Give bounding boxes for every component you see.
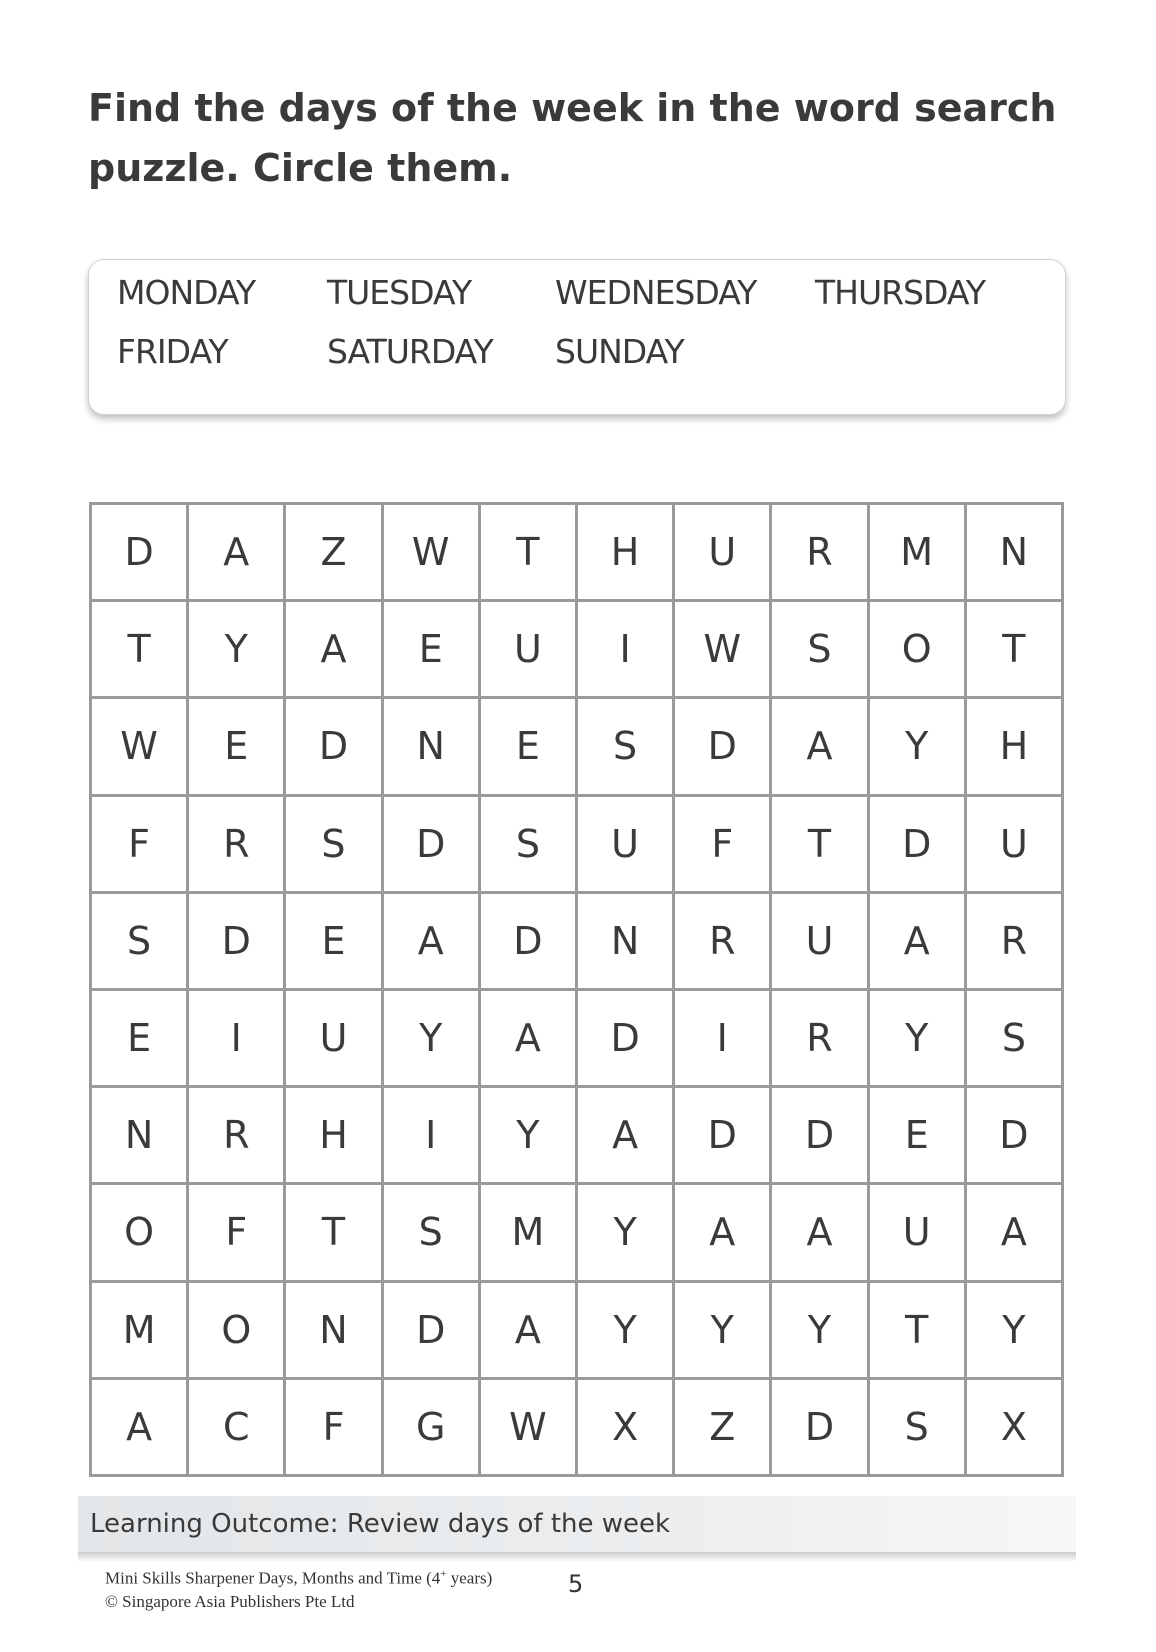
book-title-text: Mini Skills Sharpener Days, Months and Time (4: [105, 1568, 441, 1588]
grid-cell[interactable]: E: [384, 602, 481, 699]
grid-cell[interactable]: U: [967, 797, 1064, 894]
grid-cell[interactable]: Y: [578, 1185, 675, 1282]
grid-cell[interactable]: C: [189, 1380, 286, 1477]
grid-cell[interactable]: N: [967, 505, 1064, 602]
grid-cell[interactable]: S: [384, 1185, 481, 1282]
instruction-heading: [88, 78, 1068, 198]
grid-cell[interactable]: X: [578, 1380, 675, 1477]
grid-cell[interactable]: Y: [384, 991, 481, 1088]
grid-cell[interactable]: S: [286, 797, 383, 894]
grid-cell[interactable]: W: [384, 505, 481, 602]
grid-cell[interactable]: M: [481, 1185, 578, 1282]
grid-cell[interactable]: D: [384, 797, 481, 894]
grid-cell[interactable]: I: [675, 991, 772, 1088]
learning-outcome-shadow: [78, 1552, 1076, 1562]
grid-cell[interactable]: S: [481, 797, 578, 894]
grid-cell[interactable]: A: [578, 1088, 675, 1185]
grid-cell[interactable]: A: [189, 505, 286, 602]
word-tuesday: TUESDAY: [327, 273, 472, 312]
grid-cell[interactable]: A: [675, 1185, 772, 1282]
grid-cell[interactable]: T: [481, 505, 578, 602]
grid-cell[interactable]: D: [870, 797, 967, 894]
word-wednesday: WEDNESDAY: [555, 273, 757, 312]
grid-cell[interactable]: E: [286, 894, 383, 991]
grid-cell[interactable]: X: [967, 1380, 1064, 1477]
grid-cell[interactable]: H: [286, 1088, 383, 1185]
grid-cell[interactable]: R: [772, 991, 869, 1088]
grid-cell[interactable]: R: [967, 894, 1064, 991]
grid-cell[interactable]: G: [384, 1380, 481, 1477]
grid-cell[interactable]: I: [578, 602, 675, 699]
grid-cell[interactable]: A: [772, 699, 869, 796]
age-superscript: +: [440, 1568, 447, 1580]
grid-cell[interactable]: R: [772, 505, 869, 602]
grid-cell[interactable]: O: [189, 1283, 286, 1380]
grid-cell[interactable]: A: [384, 894, 481, 991]
grid-cell[interactable]: D: [675, 1088, 772, 1185]
grid-cell[interactable]: U: [578, 797, 675, 894]
grid-cell[interactable]: Y: [578, 1283, 675, 1380]
grid-cell[interactable]: F: [189, 1185, 286, 1282]
grid-cell[interactable]: S: [870, 1380, 967, 1477]
grid-cell[interactable]: I: [384, 1088, 481, 1185]
grid-cell[interactable]: H: [967, 699, 1064, 796]
word-friday: FRIDAY: [117, 332, 228, 371]
grid-cell[interactable]: R: [189, 797, 286, 894]
grid-cell[interactable]: N: [384, 699, 481, 796]
page-number: 5: [568, 1570, 584, 1598]
word-saturday: SATURDAY: [327, 332, 493, 371]
grid-cell[interactable]: W: [675, 602, 772, 699]
grid-cell[interactable]: W: [92, 699, 189, 796]
grid-cell[interactable]: D: [481, 894, 578, 991]
footer-book-title: [105, 1568, 492, 1589]
grid-cell[interactable]: Y: [481, 1088, 578, 1185]
grid-cell[interactable]: O: [870, 602, 967, 699]
grid-cell[interactable]: U: [481, 602, 578, 699]
grid-cell[interactable]: U: [286, 991, 383, 1088]
word-monday: MONDAY: [117, 273, 256, 312]
grid-cell[interactable]: N: [286, 1283, 383, 1380]
word-search-grid: [89, 502, 1064, 1477]
grid-cell[interactable]: T: [870, 1283, 967, 1380]
grid-cell[interactable]: T: [286, 1185, 383, 1282]
grid-cell[interactable]: Y: [967, 1283, 1064, 1380]
grid-cell[interactable]: S: [92, 894, 189, 991]
learning-outcome-bar: [78, 1496, 1076, 1552]
footer-copyright: © Singapore Asia Publishers Pte Ltd: [105, 1592, 355, 1611]
instruction-line-2: puzzle. Circle them.: [88, 146, 513, 190]
grid-cell[interactable]: Y: [772, 1283, 869, 1380]
grid-cell[interactable]: Y: [870, 699, 967, 796]
word-thursday: THURSDAY: [815, 273, 986, 312]
grid-cell[interactable]: E: [189, 699, 286, 796]
grid-cell[interactable]: U: [870, 1185, 967, 1282]
grid-cell[interactable]: O: [92, 1185, 189, 1282]
age-suffix: years): [446, 1568, 493, 1588]
grid-cell[interactable]: S: [967, 991, 1064, 1088]
instruction-line-1: Find the days of the week in the word search: [88, 86, 1057, 130]
grid-cell[interactable]: S: [578, 699, 675, 796]
grid-cell[interactable]: A: [92, 1380, 189, 1477]
grid-cell[interactable]: A: [481, 991, 578, 1088]
grid-cell[interactable]: U: [772, 894, 869, 991]
grid-cell[interactable]: Y: [675, 1283, 772, 1380]
grid-cell[interactable]: M: [870, 505, 967, 602]
grid-cell[interactable]: D: [384, 1283, 481, 1380]
grid-cell[interactable]: F: [286, 1380, 383, 1477]
grid-cell[interactable]: E: [870, 1088, 967, 1185]
grid-cell[interactable]: T: [772, 797, 869, 894]
grid-cell[interactable]: D: [189, 894, 286, 991]
grid-cell[interactable]: M: [92, 1283, 189, 1380]
grid-cell[interactable]: E: [92, 991, 189, 1088]
grid-cell[interactable]: D: [92, 505, 189, 602]
grid-cell[interactable]: Y: [870, 991, 967, 1088]
grid-cell[interactable]: D: [578, 991, 675, 1088]
grid-cell[interactable]: I: [189, 991, 286, 1088]
grid-cell[interactable]: W: [481, 1380, 578, 1477]
grid-cell[interactable]: H: [578, 505, 675, 602]
grid-cell[interactable]: D: [286, 699, 383, 796]
word-list-box: [88, 259, 1066, 415]
grid-cell[interactable]: A: [870, 894, 967, 991]
grid-cell[interactable]: R: [675, 894, 772, 991]
grid-cell[interactable]: A: [481, 1283, 578, 1380]
grid-cell[interactable]: A: [286, 602, 383, 699]
grid-cell[interactable]: S: [772, 602, 869, 699]
grid-cell[interactable]: Y: [189, 602, 286, 699]
grid-cell[interactable]: D: [967, 1088, 1064, 1185]
grid-cell[interactable]: N: [92, 1088, 189, 1185]
grid-cell[interactable]: T: [967, 602, 1064, 699]
grid-cell[interactable]: Z: [675, 1380, 772, 1477]
grid-cell[interactable]: T: [92, 602, 189, 699]
grid-cell[interactable]: D: [772, 1088, 869, 1185]
grid-cell[interactable]: R: [189, 1088, 286, 1185]
grid-cell[interactable]: D: [675, 699, 772, 796]
learning-outcome-text: Learning Outcome: Review days of the week: [90, 1509, 671, 1539]
grid-cell[interactable]: F: [92, 797, 189, 894]
word-sunday: SUNDAY: [555, 332, 684, 371]
grid-cell[interactable]: U: [675, 505, 772, 602]
grid-cell[interactable]: A: [967, 1185, 1064, 1282]
grid-cell[interactable]: D: [772, 1380, 869, 1477]
grid-cell[interactable]: Z: [286, 505, 383, 602]
grid-cell[interactable]: F: [675, 797, 772, 894]
grid-cell[interactable]: N: [578, 894, 675, 991]
grid-cell[interactable]: E: [481, 699, 578, 796]
grid-cell[interactable]: A: [772, 1185, 869, 1282]
